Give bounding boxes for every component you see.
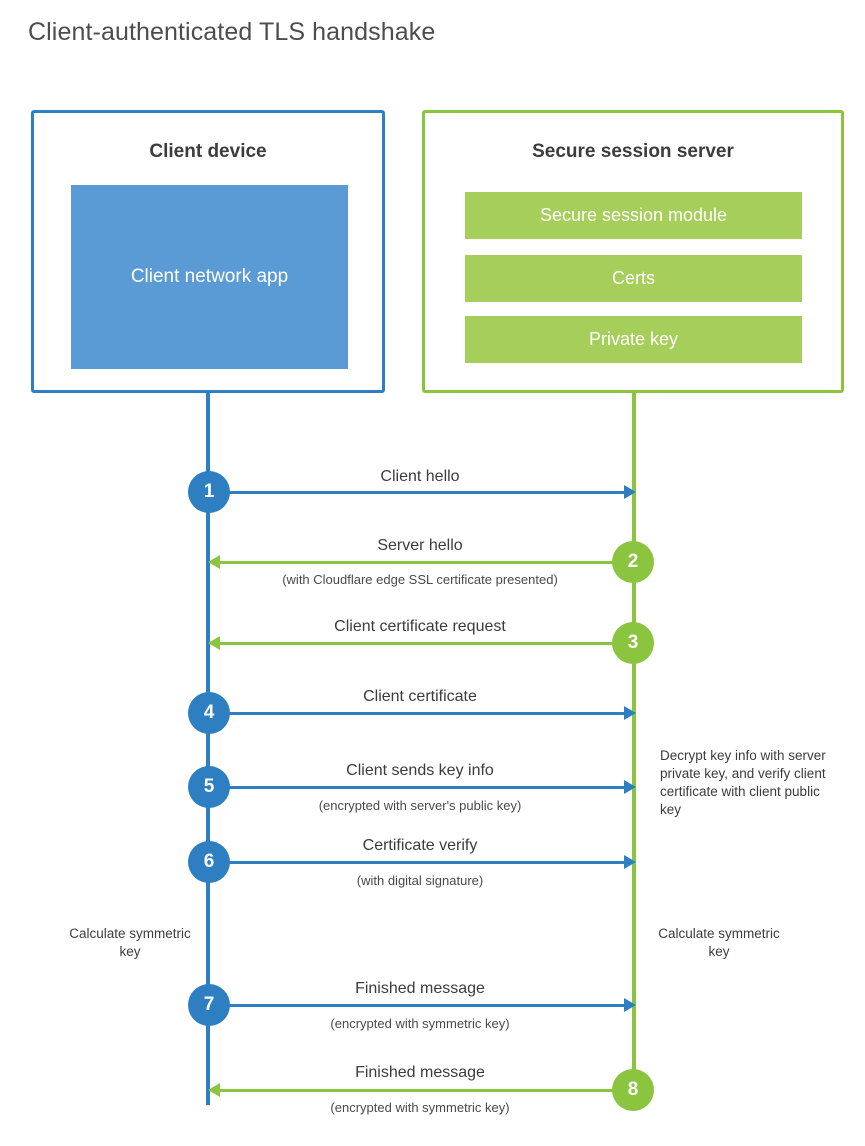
arrow-step-6 bbox=[208, 861, 626, 864]
arrow-step-2 bbox=[219, 561, 631, 564]
sublabel-step-2: (with Cloudflare edge SSL certificate presented) bbox=[282, 572, 558, 587]
secure-session-server-box bbox=[422, 110, 844, 393]
arrow-head-step-4 bbox=[624, 706, 636, 720]
page-title: Client-authenticated TLS handshake bbox=[28, 18, 436, 46]
label-step-2: Server hello bbox=[377, 537, 463, 554]
client-network-app: Client network app bbox=[71, 185, 348, 369]
arrow-head-step-3 bbox=[208, 636, 220, 650]
step-circle-4: 4 bbox=[188, 692, 230, 734]
step-circle-3: 3 bbox=[612, 622, 654, 664]
arrow-head-step-6 bbox=[624, 855, 636, 869]
arrow-head-step-7 bbox=[624, 998, 636, 1012]
arrow-step-8 bbox=[219, 1089, 631, 1092]
arrow-step-4 bbox=[208, 712, 626, 715]
arrow-head-step-5 bbox=[624, 780, 636, 794]
client-device-box bbox=[31, 110, 385, 393]
step-circle-5: 5 bbox=[188, 766, 230, 808]
label-step-4: Client certificate bbox=[363, 688, 477, 705]
arrow-head-step-8 bbox=[208, 1083, 220, 1097]
step-circle-6: 6 bbox=[188, 841, 230, 883]
sublabel-step-5: (encrypted with server's public key) bbox=[318, 798, 522, 813]
arrow-step-3 bbox=[219, 642, 631, 645]
step-circle-8: 8 bbox=[612, 1069, 654, 1111]
arrow-head-step-1 bbox=[624, 485, 636, 499]
label-step-7: Finished message bbox=[355, 980, 485, 997]
arrow-head-step-2 bbox=[208, 555, 220, 569]
sublabel-step-7: (encrypted with symmetric key) bbox=[330, 1016, 510, 1031]
label-step-5: Client sends key info bbox=[346, 762, 494, 779]
sublabel-step-6: (with digital signature) bbox=[356, 873, 484, 888]
sublabel-step-8: (encrypted with symmetric key) bbox=[330, 1100, 510, 1115]
note-server-symmetric-key: Calculate symmetric key bbox=[658, 926, 780, 959]
server-item-secure-session-module: Secure session module bbox=[465, 192, 802, 239]
server-item-certs: Certs bbox=[465, 255, 802, 302]
arrow-step-7 bbox=[208, 1004, 626, 1007]
label-step-8: Finished message bbox=[355, 1064, 485, 1081]
note-server-decrypt: Decrypt key info with server private key, and verify client certificate with client public key bbox=[660, 748, 826, 817]
note-client-symmetric-key: Calculate symmetric key bbox=[69, 926, 191, 959]
step-circle-1: 1 bbox=[188, 471, 230, 513]
label-step-1: Client hello bbox=[380, 468, 460, 485]
arrow-step-1 bbox=[208, 491, 626, 494]
label-step-3: Client certificate request bbox=[334, 618, 506, 635]
label-step-6: Certificate verify bbox=[362, 837, 478, 854]
secure-session-server-title: Secure session server bbox=[532, 141, 734, 162]
arrow-step-5 bbox=[208, 786, 626, 789]
client-device-title: Client device bbox=[149, 141, 267, 162]
server-item-private-key: Private key bbox=[465, 316, 802, 363]
step-circle-7: 7 bbox=[188, 984, 230, 1026]
step-circle-2: 2 bbox=[612, 541, 654, 583]
